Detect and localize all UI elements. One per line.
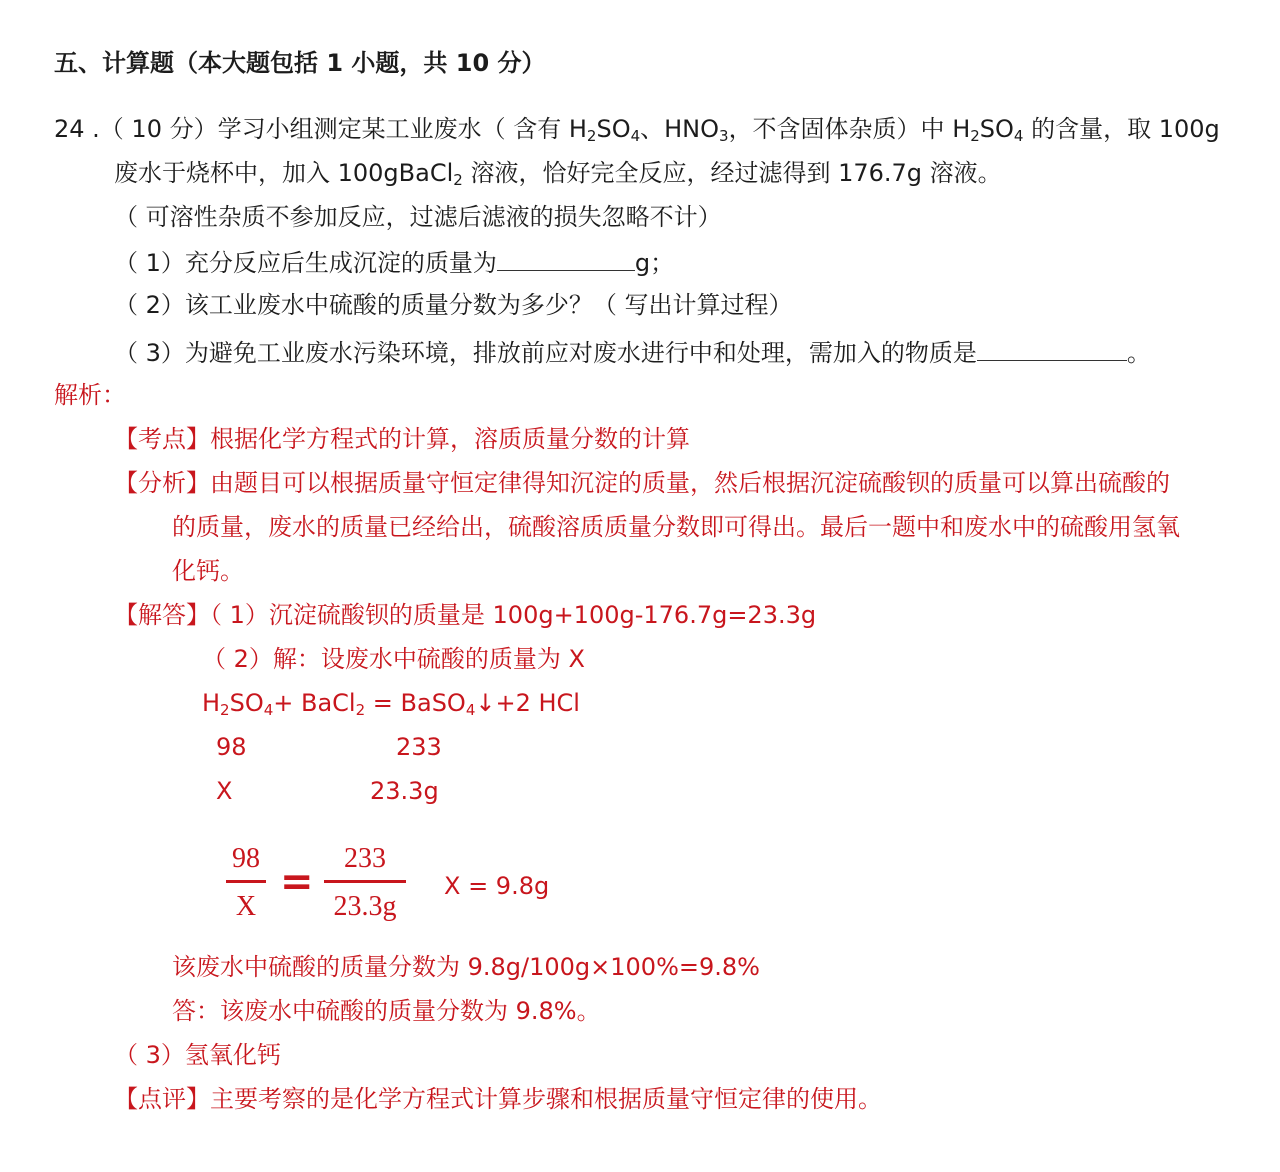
fraction-1-denominator: X: [235, 891, 257, 922]
unknown-x: X: [216, 777, 233, 805]
jieda-line-1: 【解答】（ 1）沉淀硫酸钡的质量是 100g+100g-176.7g=23.3g: [114, 601, 817, 629]
sub-question-3: （ 3）为避免工业废水污染环境，排放前应对废水进行中和处理，需加入的物质是 。: [114, 336, 1151, 368]
chemical-equation: $H_2SO_4+$ BaCl$_2$ = BaSO$_4$↓+2 HCl: [202, 689, 580, 719]
molar-mass-h2so4: 98: [216, 733, 247, 761]
question-line-2: 废水于烧杯中，加入 100gBaCl$_2$ 溶液，恰好完全反应，经过滤得到 176.7g 溶液。: [114, 159, 1002, 189]
question-line-3: （ 可溶性杂质不参加反应，过滤后滤液的损失忽略不计）: [114, 203, 722, 231]
molar-mass-baso4: 233: [396, 733, 442, 761]
fraction-1-bar: [226, 880, 266, 883]
jieda-line-2: （ 2）解：设废水中硫酸的质量为 X: [202, 645, 585, 673]
fenxi-line-3: 化钙。: [172, 557, 244, 585]
fraction-2-numerator: 233: [344, 843, 386, 874]
mass-baso4: 23.3g: [370, 777, 439, 805]
fraction-2-bar: [324, 880, 406, 883]
answer-blank-1: [497, 246, 635, 271]
answer-blank-3: [977, 336, 1127, 361]
fraction-2-denominator: 23.3g: [333, 891, 397, 922]
question-line-1: 24 .（ 10 分）学习小组测定某工业废水（ 含有 $H_2SO_4$、$HNO_3$，不含固体杂质）中 $H_2SO_4$ 的含量，取 100g: [54, 115, 1220, 145]
fenxi-line-1: 【分析】由题目可以根据质量守恒定律得知沉淀的质量，然后根据沉淀硫酸钡的质量可以算出硫酸的: [114, 469, 1170, 497]
answer-line: 答：该废水中硫酸的质量分数为 9.8%。: [172, 997, 601, 1025]
sub-question-1: （ 1）充分反应后生成沉淀的质量为 g；: [114, 246, 674, 278]
fraction-1-numerator: 98: [232, 843, 260, 874]
fraction-result-line: 该废水中硫酸的质量分数为 9.8g/100g×100%=9.8%: [172, 953, 760, 981]
kaodian-line: 【考点】根据化学方程式的计算，溶质质量分数的计算: [114, 425, 690, 453]
sub-question-2: （ 2）该工业废水中硫酸的质量分数为多少？（ 写出计算过程）: [114, 291, 793, 319]
fenxi-line-2: 的质量，废水的质量已经给出，硫酸溶质质量分数即可得出。最后一题中和废水中的硫酸用氢氧: [172, 513, 1180, 541]
x-result: X = 9.8g: [444, 872, 550, 900]
equals-sign: =: [280, 859, 314, 905]
q3-answer: （ 3）氢氧化钙: [114, 1041, 281, 1069]
section-title: 五、计算题（本大题包括 1 小题，共 10 分）: [54, 49, 546, 77]
analysis-heading: 解析：: [54, 381, 126, 409]
dianping-line: 【点评】主要考察的是化学方程式计算步骤和根据质量守恒定律的使用。: [114, 1085, 882, 1113]
